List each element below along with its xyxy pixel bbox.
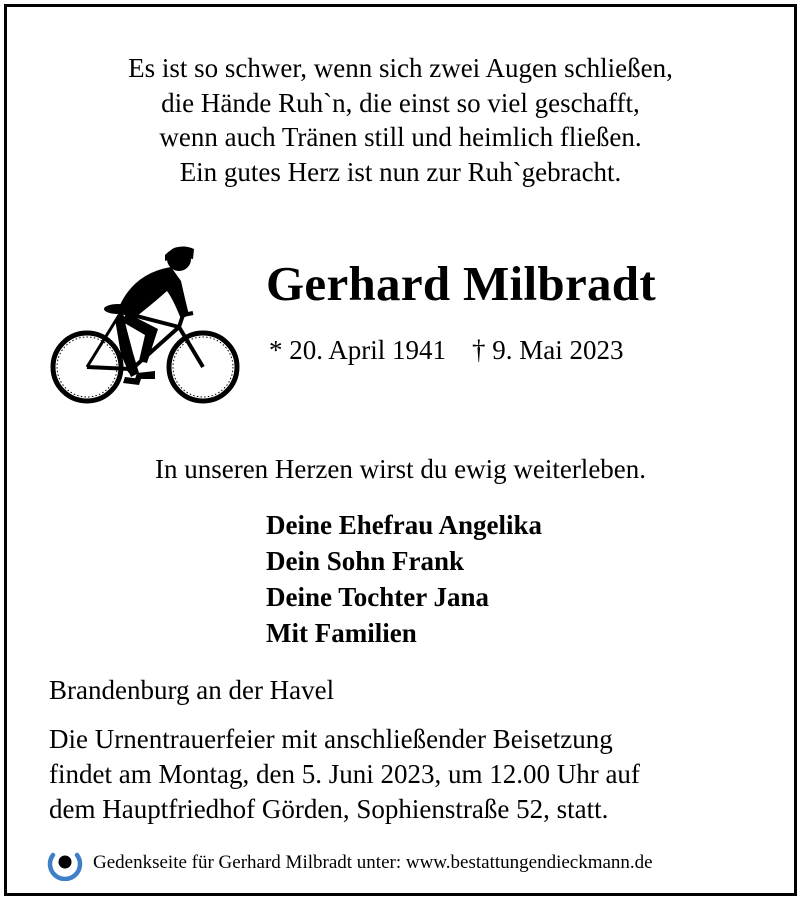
poem (7, 51, 794, 189)
mourner: Dein Sohn Frank (266, 546, 465, 576)
poem-line: Es ist so schwer, wenn sich zwei Augen schließen, (128, 53, 673, 83)
ceremony-line: Die Urnentrauerfeier mit anschließender Beisetzung (49, 724, 613, 754)
funeral-home-logo-icon (47, 845, 83, 881)
mourners-list (266, 507, 542, 651)
ceremony-info (49, 722, 640, 827)
death-date: † 9. Mai 2023 (472, 335, 624, 365)
cyclist-silhouette-icon (37, 237, 242, 422)
mourner: Deine Ehefrau Angelika (266, 510, 543, 540)
place: Brandenburg an der Havel (49, 675, 335, 705)
mourner: Mit Familien (266, 618, 417, 648)
memorial-page-footer (47, 845, 653, 881)
poem-line: die Hände Ruh`n, die einst so viel geschafft, (161, 87, 640, 118)
ceremony-line: findet am Montag, den 5. Juni 2023, um 12.00 Uhr auf (49, 759, 640, 789)
birth-date: * 20. April 1941 (269, 335, 447, 365)
mourner: Deine Tochter Jana (266, 582, 490, 612)
obituary-notice (4, 4, 797, 896)
poem-line: wenn auch Tränen still und heimlich fließen. (159, 122, 642, 152)
motto: In unseren Herzen wirst du ewig weiterleben. (154, 454, 647, 484)
memorial-page-text: Gedenkseite für Gerhard Milbradt unter: www.bestattungendieckmann.de (93, 852, 653, 873)
deceased-name: Gerhard Milbradt (266, 256, 656, 311)
ceremony-line: dem Hauptfriedhof Görden, Sophienstraße 52, statt. (49, 794, 609, 824)
life-dates (269, 335, 624, 366)
poem-line: Ein gutes Herz ist nun zur Ruh`gebracht. (179, 156, 622, 187)
